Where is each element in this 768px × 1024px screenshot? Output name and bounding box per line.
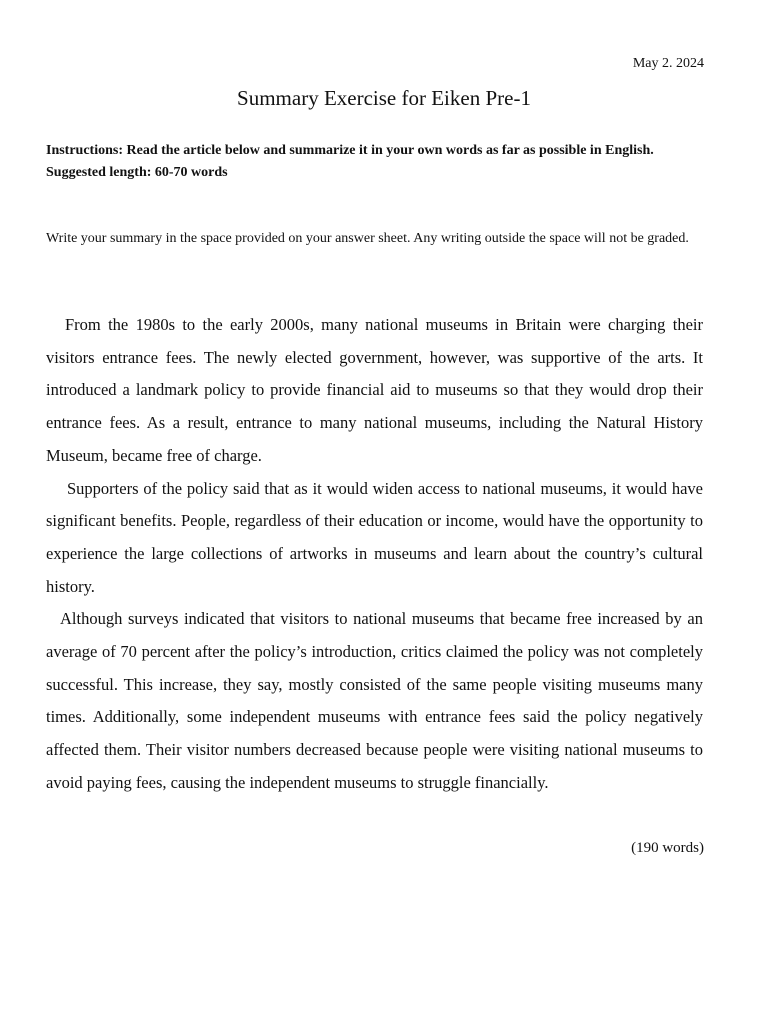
article-paragraph-3: Although surveys indicated that visitors to national museums that became free increased by an average of 70 percent after the policy’s introduction, critics claimed the policy was not completely successful. This increase, they say, mostly consisted of the same people visiting museums many times. Additionally, some independent museums with entrance fees said the policy negatively affected them. Their visitor numbers decreased because people were visiting national museums to avoid paying fees, causing the independent museums to struggle financially. (46, 609, 703, 792)
article-body (46, 309, 703, 800)
answer-sheet-note: Write your summary in the space provided on your answer sheet. Any writing outside the space will not be graded. (46, 231, 689, 246)
instructions-text: Instructions: Read the article below and summarize it in your own words as far as possible in English. (46, 143, 654, 158)
word-count: (190 words) (631, 840, 704, 856)
article-paragraph-2: Supporters of the policy said that as it would widen access to national museums, it would have significant benefits. People, regardless of their education or income, would have the opportunity to experience the large collections of artworks in museums and learn about the country’s cultural history. (46, 478, 703, 596)
suggested-length: Suggested length: 60-70 words (46, 165, 228, 180)
article-paragraph-1: From the 1980s to the early 2000s, many national museums in Britain were charging their visitors entrance fees. The newly elected government, however, was supportive of the arts. It introduced a landmark policy to provide financial aid to museums so that they would drop their entrance fees. As a result, entrance to many national museums, including the Natural History Museum, became free of charge. (46, 315, 703, 465)
date: May 2. 2024 (632, 56, 704, 71)
instructions-block (46, 140, 703, 184)
page-title: Summary Exercise for Eiken Pre-1 (237, 86, 531, 110)
